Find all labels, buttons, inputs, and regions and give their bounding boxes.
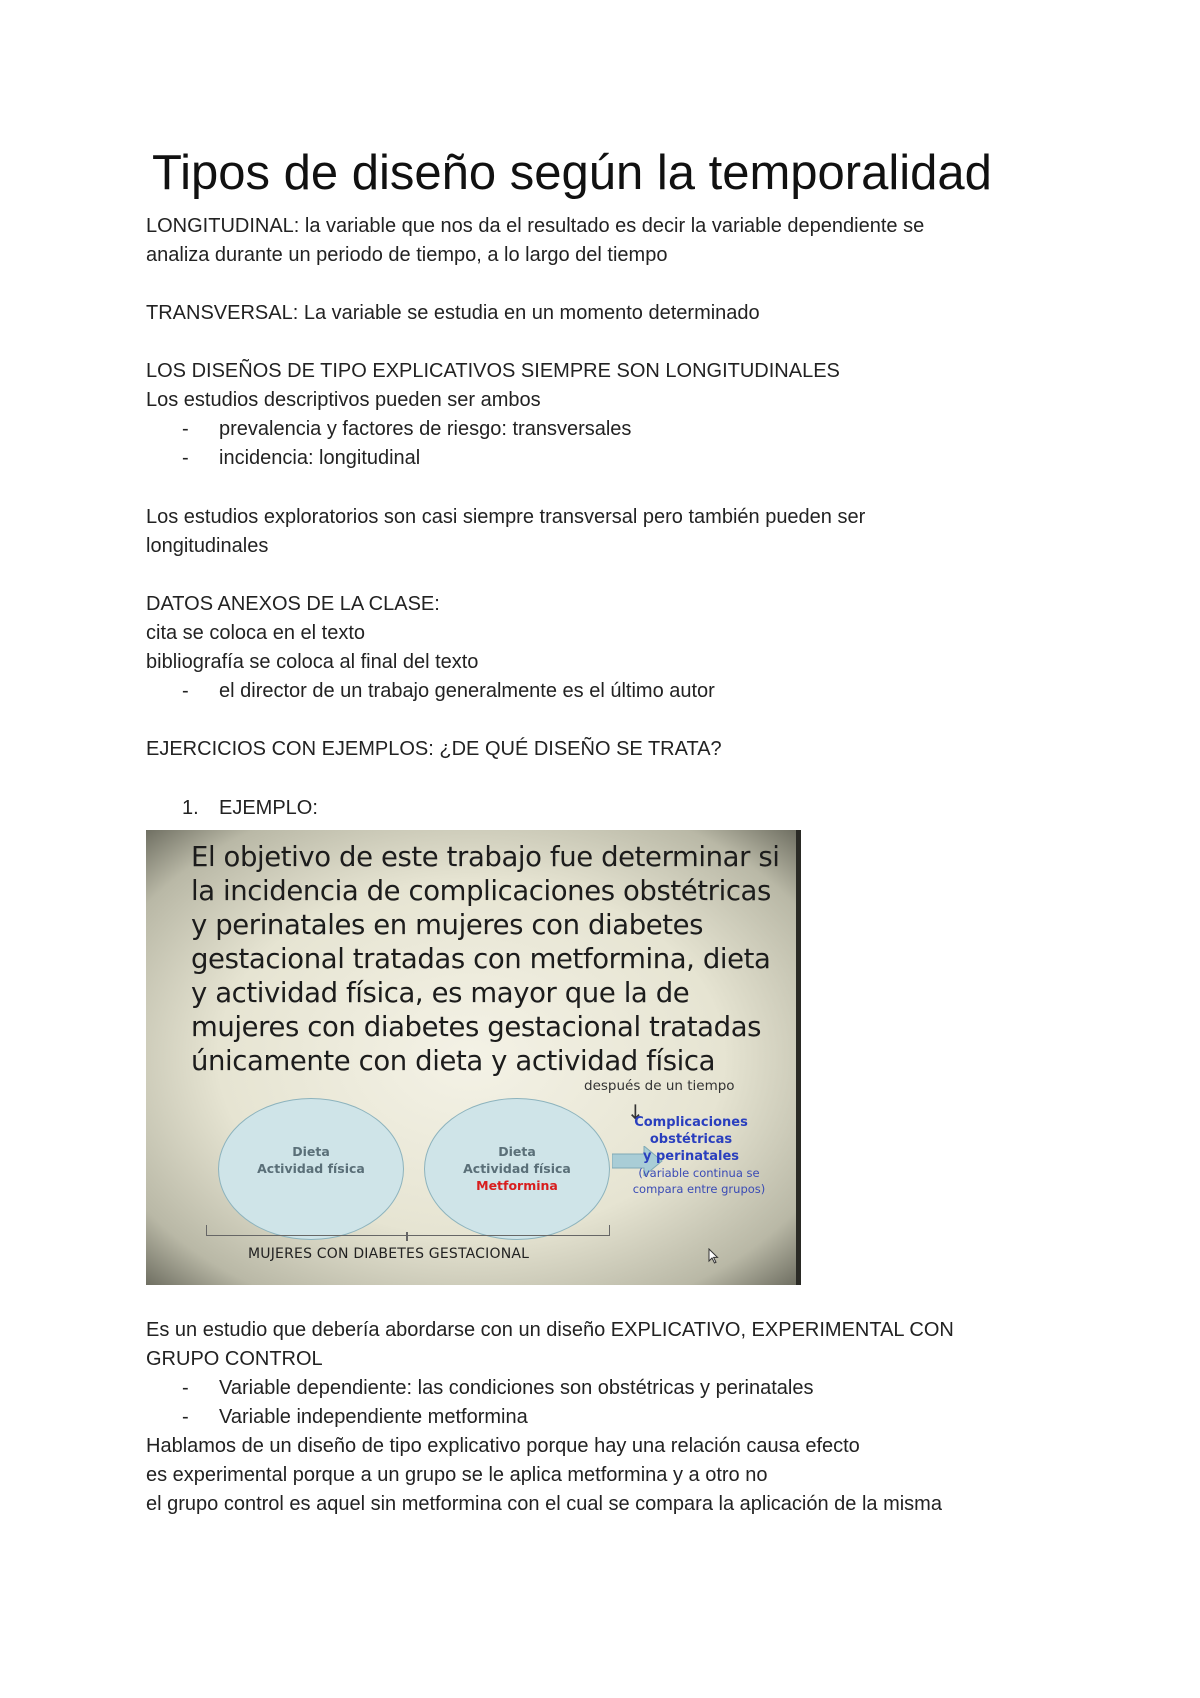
paragraph-exploratorios-2: longitudinales bbox=[146, 535, 269, 557]
paragraph-exploratorios-1: Los estudios exploratorios son casi siempre transversal pero también pueden ser bbox=[146, 506, 866, 528]
paragraph-bibliografia: bibliografía se coloca al final del texto bbox=[146, 651, 479, 673]
group2-ellipse bbox=[424, 1098, 610, 1240]
paragraph-longitudinal-1: LONGITUDINAL: la variable que nos da el resultado es decir la variable dependiente se bbox=[146, 215, 925, 237]
slide-line: únicamente con dieta y actividad física bbox=[191, 1045, 716, 1077]
group2-line1: Dieta bbox=[498, 1144, 536, 1159]
outcome-line3: y perinatales bbox=[642, 1149, 739, 1164]
slide-objective-text bbox=[191, 840, 791, 1078]
paragraph-longitudinal-2: analiza durante un periodo de tiempo, a lo largo del tiempo bbox=[146, 244, 668, 266]
paragraph-transversal: TRANSVERSAL: La variable se estudia en un momento determinado bbox=[146, 302, 760, 324]
numbered-marker: 1. bbox=[182, 797, 199, 819]
mouse-cursor-icon bbox=[708, 1248, 720, 1264]
list-item: Variable independiente metformina bbox=[219, 1406, 528, 1428]
group2-line2: Actividad física bbox=[463, 1161, 571, 1176]
group-brace bbox=[206, 1225, 610, 1236]
paragraph-control: el grupo control es aquel sin metformina con el cual se compara la aplicación de la misma bbox=[146, 1493, 942, 1515]
outcome-note bbox=[624, 1165, 774, 1197]
paragraph-cita: cita se coloca en el texto bbox=[146, 622, 366, 644]
slide-line: gestacional tratadas con metformina, dieta bbox=[191, 943, 771, 975]
bullet-marker: - bbox=[182, 418, 189, 440]
list-item: Variable dependiente: las condiciones son obstétricas y perinatales bbox=[219, 1377, 814, 1399]
paragraph-conclusion-1: Es un estudio que debería abordarse con un diseño EXPLICATIVO, EXPERIMENTAL CON bbox=[146, 1319, 954, 1341]
paragraph-anexos: DATOS ANEXOS DE LA CLASE: bbox=[146, 593, 440, 615]
bullet-marker: - bbox=[182, 447, 189, 469]
slide-line: El objetivo de este trabajo fue determinar si bbox=[191, 841, 780, 873]
slide-line: y actividad física, es mayor que la de bbox=[191, 977, 690, 1009]
down-arrow-icon: ↓ bbox=[627, 1100, 644, 1124]
page-title: Tipos de diseño según la temporalidad bbox=[152, 146, 992, 200]
list-item: el director de un trabajo generalmente es el último autor bbox=[219, 680, 715, 702]
bullet-marker: - bbox=[182, 1406, 189, 1428]
paragraph-experimental: es experimental porque a un grupo se le aplica metformina y a otro no bbox=[146, 1464, 768, 1486]
outcome-line2: obstétricas bbox=[649, 1132, 733, 1147]
list-item: prevalencia y factores de riesgo: transversales bbox=[219, 418, 632, 440]
paragraph-explicativo: Hablamos de un diseño de tipo explicativo porque hay una relación causa efecto bbox=[146, 1435, 860, 1457]
list-item: incidencia: longitudinal bbox=[219, 447, 421, 469]
paragraph-conclusion-2: GRUPO CONTROL bbox=[146, 1348, 323, 1370]
example-slide-image bbox=[146, 830, 801, 1285]
bullet-marker: - bbox=[182, 1377, 189, 1399]
numbered-item-text: EJEMPLO: bbox=[219, 797, 318, 819]
outcome-note-line1: (variable continua se bbox=[638, 1166, 760, 1180]
group-label: MUJERES CON DIABETES GESTACIONAL bbox=[248, 1246, 530, 1262]
slide-line: la incidencia de complicaciones obstétricas bbox=[191, 875, 771, 907]
group1-line1: Dieta bbox=[292, 1144, 330, 1159]
slide-line: y perinatales en mujeres con diabetes bbox=[191, 909, 704, 941]
group1-ellipse bbox=[218, 1098, 404, 1240]
slide-line: mujeres con diabetes gestacional tratadas bbox=[191, 1011, 762, 1043]
paragraph-explicativos: LOS DISEÑOS DE TIPO EXPLICATIVOS SIEMPRE SON LONGITUDINALES bbox=[146, 360, 840, 382]
group1-line2: Actividad física bbox=[257, 1161, 365, 1176]
outcome-line1: Complicaciones bbox=[634, 1115, 748, 1130]
group2-line3: Metformina bbox=[476, 1178, 558, 1193]
after-time-label: después de un tiempo bbox=[584, 1078, 735, 1094]
outcome-note-line2: compara entre grupos) bbox=[632, 1182, 766, 1196]
group-brace-tick bbox=[406, 1232, 408, 1241]
paragraph-ejercicios: EJERCICIOS CON EJEMPLOS: ¿DE QUÉ DISEÑO SE TRATA? bbox=[146, 738, 722, 760]
bullet-marker: - bbox=[182, 680, 189, 702]
paragraph-descriptivos: Los estudios descriptivos pueden ser ambos bbox=[146, 389, 541, 411]
outcome-label bbox=[626, 1114, 756, 1165]
